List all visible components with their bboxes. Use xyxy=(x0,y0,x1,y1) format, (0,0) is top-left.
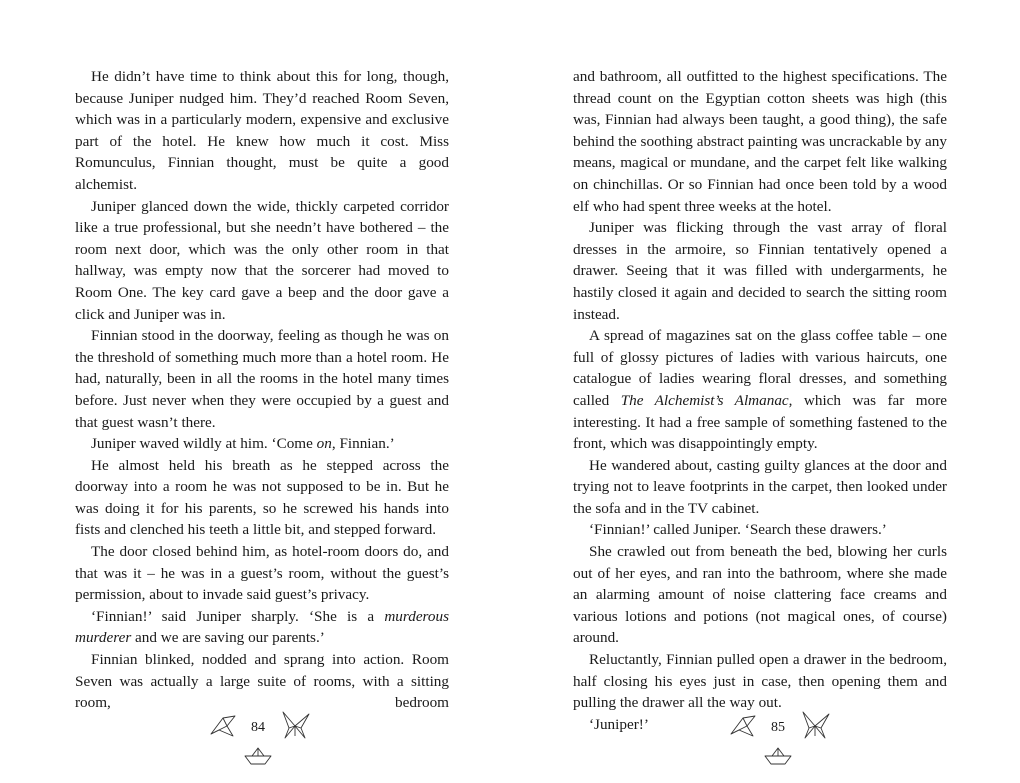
paragraph: A spread of magazines sat on the glass coffee table – one full of glossy pictures of ladies with various haircuts, one catalogue of ladies wearing floral dresses, and something called The Alchemist’s Almanac, which was far more interesting. It had a free sample of something fastened to the front, which was disappointingly empty. xyxy=(573,327,947,453)
paragraph: She crawled out from beneath the bed, blowing her curls out of her eyes, and ran into the bathroom, where she made an alarming amount of noise clattering face creams and various lotions and potions (not magical ones, of course) around. xyxy=(573,543,947,647)
paper-butterfly-icon xyxy=(799,710,831,740)
paper-boat-icon xyxy=(243,746,273,766)
left-page-text xyxy=(75,66,449,714)
paragraph: He didn’t have time to think about this for long, though, because Juniper nudged him. They’d reached Room Seven, which was in a particularly modern, expensive and exclusive part of the hotel. He knew how much it cost. Miss Romunculus, Finnian thought, must be quite a good alchemist. xyxy=(75,68,449,193)
paper-boat-icon xyxy=(763,746,793,766)
paragraph: Juniper was flicking through the vast array of floral dresses in the armoire, so Finnian tentatively opened a drawer. Seeing that it was filled with undergarments, he hastily closed it again and decided to search the sitting room instead. xyxy=(573,219,947,323)
page-number: 84 xyxy=(251,720,265,735)
paragraph: Finnian stood in the doorway, feeling as though he was on the threshold of something much more than a hotel room. He had, naturally, been in all the rooms in the hotel many times before. Just never when they were occupied by a guest and that guest wasn’t there. xyxy=(75,327,449,431)
paragraph: and bathroom, all outfitted to the highest specifications. The thread count on the Egyptian cotton sheets was high (this was, Finnian had always been taught, a good thing), the safe behind the soothing abstract painting was uncrackable by any means, magical or mundane, and the carpet felt like walking on chinchillas. Or so Finnian had once been told by a wood elf who had spent three weeks at the hotel. xyxy=(573,68,947,215)
paragraph: He almost held his breath as he stepped across the doorway into a room he was not supposed to be in. But he was doing it for his parents, so he screwed his hands into fists and clenched his teeth a little bit, and stepped forward. xyxy=(75,456,449,539)
paragraph: Juniper waved wildly at him. ‘Come on, Finnian.’ xyxy=(91,435,395,453)
paragraph: Juniper glanced down the wide, thickly carpeted corridor like a true professional, but she needn’t have bothered – the room next door, which was the only other room in that hallway, was empty now that the sorcerer had moved to Room One. The key card gave a beep and the door gave a click and Juniper was in. xyxy=(75,197,449,323)
right-page-text xyxy=(573,66,947,735)
paragraph: He wandered about, casting guilty glances at the door and trying not to leave footprints in the carpet, then looked under the sofa and in the TV cabinet. xyxy=(573,456,947,517)
paper-butterfly-icon xyxy=(279,710,311,740)
paragraph: ‘Finnian!’ called Juniper. ‘Search these drawers.’ xyxy=(589,521,887,539)
paragraph: ‘Juniper!’ xyxy=(589,715,649,733)
paragraph: ‘Finnian!’ said Juniper sharply. ‘She is a murderous murderer and we are saving our parents.’ xyxy=(75,607,449,647)
folio-left xyxy=(203,710,313,770)
paragraph: Finnian blinked, nodded and sprang into action. Room Seven was actually a large suite of rooms, with a sitting room, bedroom xyxy=(75,651,449,712)
folio-right xyxy=(723,710,833,770)
paragraph: Reluctantly, Finnian pulled open a drawer in the bedroom, half closing his eyes just in case, then opening them and pulling the drawer all the way out. xyxy=(573,651,947,712)
page-number: 85 xyxy=(771,720,785,735)
paragraph: The door closed behind him, as hotel-room doors do, and that was it – he was in a guest’s room, without the guest’s permission, about to invade said guest’s privacy. xyxy=(75,543,449,604)
